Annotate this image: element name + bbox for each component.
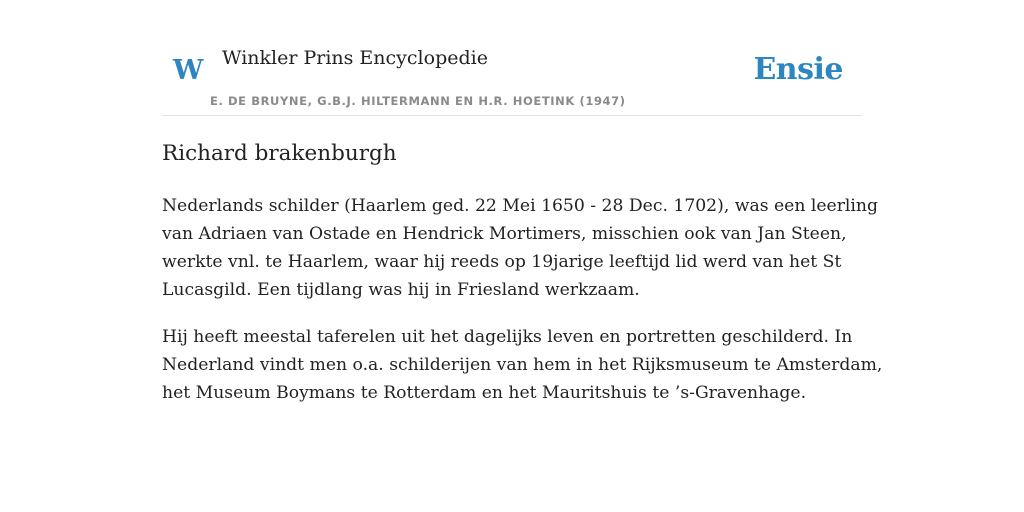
article-paragraph (162, 323, 883, 407)
paragraph-line: Hij heeft meestal taferelen uit het dagelijks leven en portretten geschilderd. In (162, 327, 853, 347)
source-authors: E. DE BRUYNE, G.B.J. HILTERMANN EN H.R. HOETINK (1947) (210, 94, 626, 108)
paragraph-line: werkte vnl. te Haarlem, waar hij reeds op 19jarige leeftijd lid werd van het St (162, 252, 842, 272)
article-title: Richard brakenburgh (162, 141, 397, 166)
paragraph-line: Lucasgild. Een tijdlang was hij in Friesland werkzaam. (162, 280, 640, 300)
source-title[interactable]: Winkler Prins Encyclopedie (222, 47, 488, 69)
source-header (162, 40, 862, 116)
source-logo[interactable]: W (173, 55, 204, 86)
paragraph-line: Nederland vindt men o.a. schilderijen van hem in het Rijksmuseum te Amsterdam, (162, 355, 883, 375)
paragraph-line: Nederlands schilder (Haarlem ged. 22 Mei 1650 - 28 Dec. 1702), was een leerling (162, 196, 878, 216)
article-body (162, 192, 883, 426)
paragraph-line: van Adriaen van Ostade en Hendrick Mortimers, misschien ook van Jan Steen, (162, 224, 847, 244)
paragraph-line: het Museum Boymans te Rotterdam en het Mauritshuis te ’s-Gravenhage. (162, 383, 807, 403)
article-paragraph (162, 192, 878, 304)
brand-logo[interactable]: Ensie (753, 52, 843, 87)
